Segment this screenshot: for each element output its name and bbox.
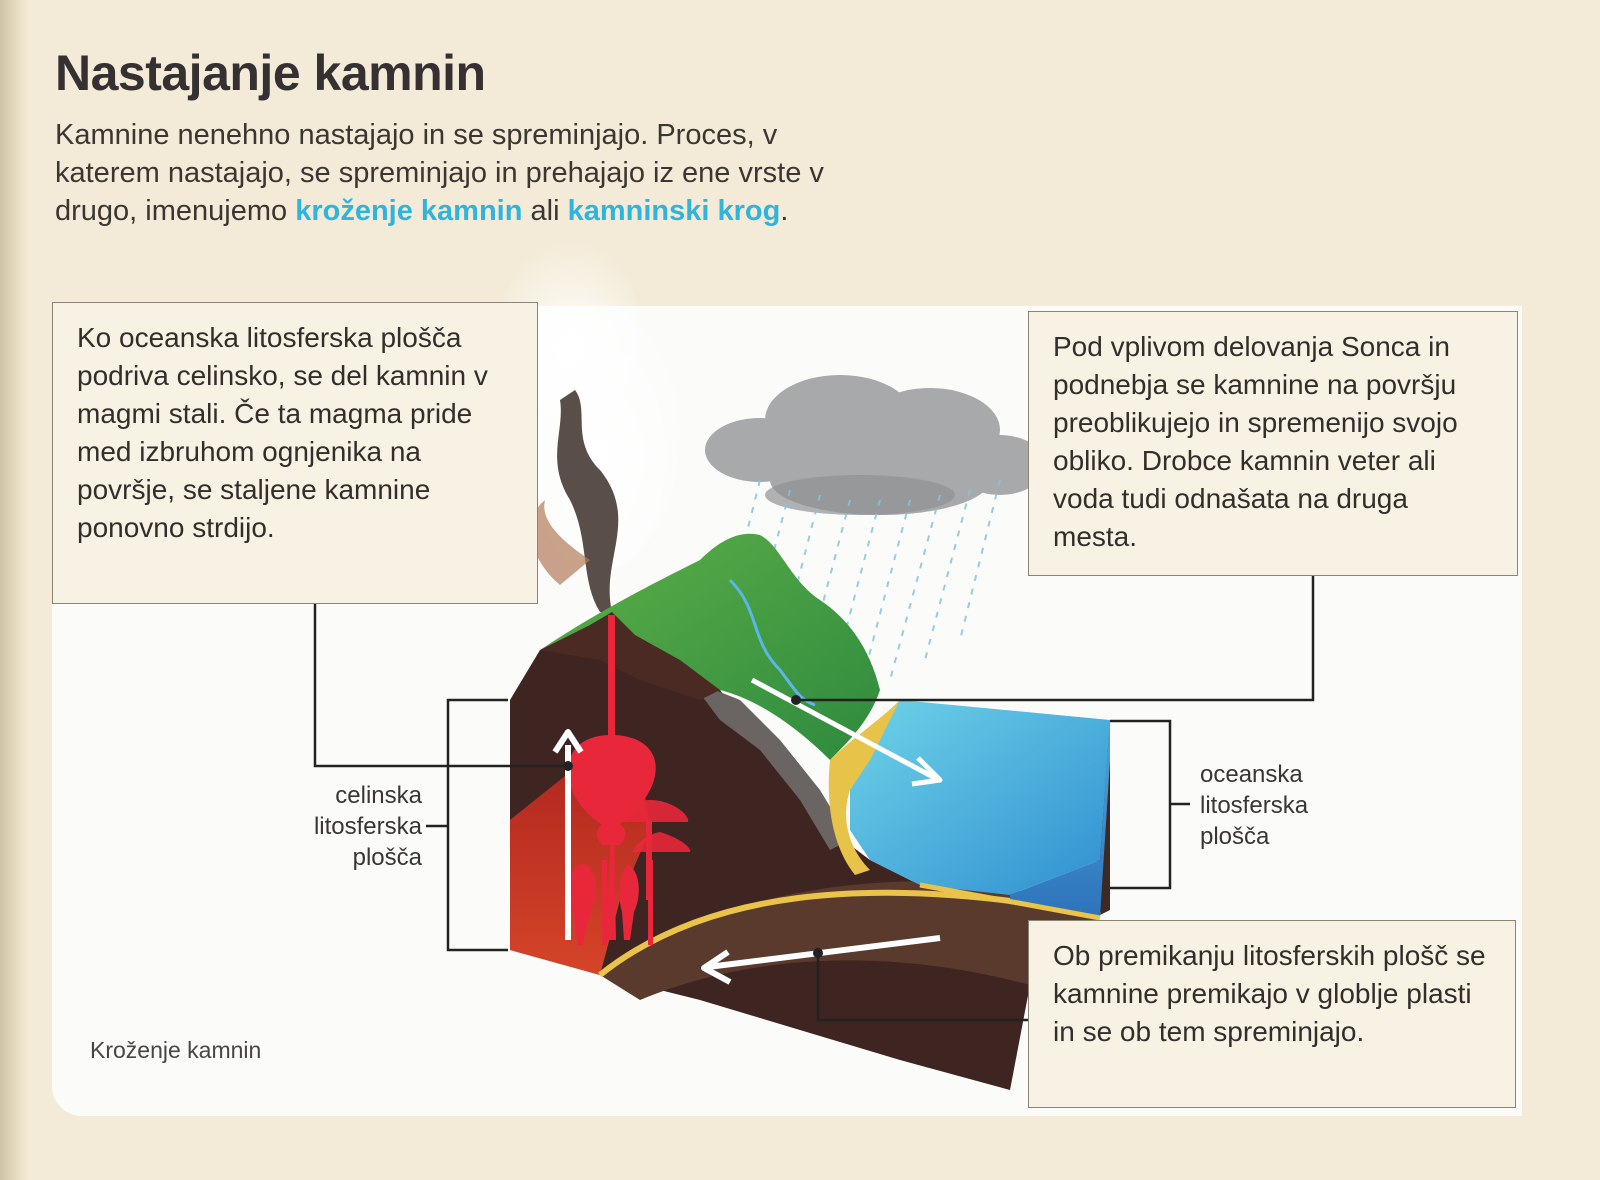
term-rock-cycling: kroženje kamnin [295, 195, 523, 227]
page-title: Nastajanje kamnin [55, 45, 486, 101]
callout-plates [1028, 920, 1516, 1108]
figure-caption: Kroženje kamnin [90, 1037, 262, 1063]
leader-dot-weathering [791, 695, 801, 705]
continental-label-line-2: litosferska [313, 813, 422, 840]
continental-label-line-1: celinska [335, 782, 422, 809]
intro-text-2: ali [522, 195, 568, 227]
callout-plates-text: Ob premikanju litosferskih plošč se kamnine premikajo v globlje plasti in se ob tem spreminjajo. [1053, 940, 1486, 1047]
callout-volcano-text: Ko oceanska litosferska plošča podriva celinsko, se del kamnin v magmi stali. Če ta magma pride med izbruhom ognjenika na površje, se staljene kamnine ponovno strdijo. [77, 322, 488, 543]
oceanic-plate-label [1200, 759, 1360, 852]
oceanic-label-line-1: oceanska [1200, 761, 1303, 788]
term-rock-cycle: kamninski krog [567, 195, 781, 227]
continental-label-line-3: plošča [352, 844, 422, 871]
callout-weathering [1028, 311, 1518, 576]
ocean-surface [850, 700, 1110, 895]
callout-weathering-text: Pod vplivom delovanja Sonca in podnebja se kamnine na površju preoblikujejo in spremenijo svojo obliko. Drobce kamnin veter ali voda tudi odnašata na druga mesta. [1053, 331, 1458, 552]
leader-dot-plates [813, 948, 823, 958]
oceanic-label-line-2: litosferska [1200, 792, 1309, 819]
oceanic-label-line-3: plošča [1200, 823, 1270, 850]
leader-dot-volcano [563, 761, 573, 771]
continental-plate-label [290, 780, 422, 873]
callout-volcano [52, 302, 538, 604]
intro-text-3: . [780, 195, 789, 227]
intro-text-1: Kamnine nenehno nastajajo in se spreminjajo. Proces, v katerem nastajajo, se spreminjajo in prehajajo iz ene vrste v drugo, imenujemo [55, 119, 824, 227]
